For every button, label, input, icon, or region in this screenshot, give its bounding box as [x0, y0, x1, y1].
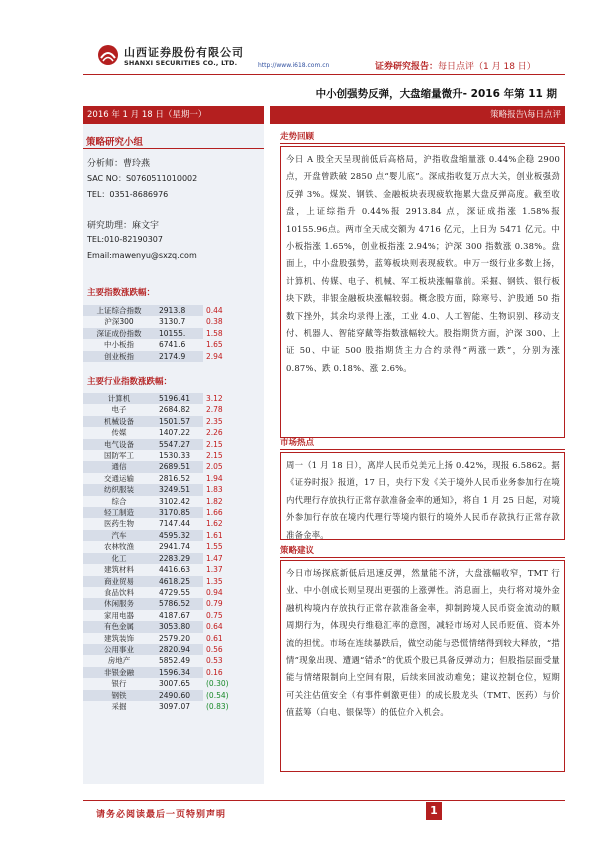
index-change-cell: 2.35 [206, 416, 223, 426]
index-change-cell: 1.62 [206, 519, 223, 529]
index-value-cell: 5196.41 [155, 393, 203, 404]
index-change-cell: 2.15 [206, 439, 223, 449]
table-row [83, 678, 242, 689]
table-row [83, 701, 242, 712]
index-name-cell: 通信 [83, 461, 155, 472]
table-row [83, 576, 242, 587]
index-table [83, 305, 242, 362]
index-name-cell: 汽车 [83, 530, 155, 541]
index-value-cell: 2684.82 [159, 405, 191, 415]
section-divider [280, 143, 565, 144]
index-value-cell: 2579.20 [159, 633, 191, 643]
index-value-cell: 3053.80 [155, 621, 203, 632]
index-change-cell: 2.26 [206, 428, 223, 438]
index-value-cell: 4618.25 [155, 576, 203, 587]
report-type-label [375, 59, 536, 72]
index-change-cell: 1.82 [206, 496, 223, 506]
index-change-cell: 3.12 [206, 394, 223, 403]
index-change-cell: 1.65 [206, 340, 223, 350]
index-change-cell: 0.75 [206, 610, 223, 620]
table-row [83, 439, 242, 450]
disclaimer-note: 请务必阅读最后一页特别声明 [96, 810, 227, 820]
index-value-cell: 3102.42 [159, 496, 191, 506]
index-value-cell: 5786.52 [155, 598, 203, 609]
index-name-cell: 交通运输 [104, 473, 134, 483]
index-change-cell: 1.35 [206, 576, 223, 586]
sidebar-divider [83, 148, 264, 149]
table-row [83, 553, 242, 564]
index-value-cell: 2689.51 [155, 461, 203, 472]
index-value-cell: 4187.67 [159, 610, 191, 620]
index-change-cell: 2.15 [206, 451, 223, 461]
index-change-cell: 1.58 [206, 328, 223, 338]
index-name-cell: 化工 [83, 553, 155, 564]
section-title: 走势回顾 [280, 132, 315, 142]
index-change-cell: 1.47 [206, 553, 223, 563]
table-row [83, 461, 242, 472]
index-name-cell: 沪深300 [104, 317, 134, 327]
index-name-cell: 机械设备 [83, 416, 155, 427]
index-change-cell: 0.38 [206, 317, 223, 327]
index-name-cell: 国防军工 [104, 451, 134, 461]
market-review-body: 今日 A 股全天呈现前低后高格局，沪指收盘缩量涨 0.44%企稳 2900 点，开盘曾跌破 2850 点“婴儿底”。深成指收复万点大关，创业板强劲反弹 3%。煤炭、钢铁、金融板块表现疲软拖累大盘反弹高度。截至收盘，上证综指升 0.44%报 2913.84 点，深证成指涨 1.58%报 10155.96点。两市全天成交额为 4716 亿元，上日为 5471 亿元。中小板指涨 1.65%，创业板指涨 2.94%；沪深 300 指数涨 0.38%。盘面上，中小盘股强势，蓝筹板块则表现疲软。申万一级行业多数上扬，计算机、传媒、电子、机械、军工板块涨幅靠前。采掘、钢铁、银行板块下跌，非银金融板块涨幅较弱。概念股方面，除寒号、沪股通 50 指数下挫外，其余均录得上涨，工业 4.0、人工智能、生物识别、移动支付、机器人、智能穿戴等指数涨幅较大。股指期货方面，沪深 300、上证 50、中证 500 股指期货主力合约录得“两涨一跌”，分别为涨 0.87%、跌 0.18%、涨 2.6%。 [280, 146, 565, 438]
index-value-cell: 2820.94 [155, 644, 203, 655]
analyst-sac: SAC NO：S0760511010002 [87, 174, 198, 183]
index-name-cell: 中小板指 [104, 340, 134, 350]
index-value-cell: 2913.8 [155, 305, 203, 316]
index-change-cell: (0.30) [206, 679, 229, 689]
table-row [83, 621, 242, 632]
assistant-name: 研究助理：麻文宇 [87, 221, 160, 231]
industry-table [83, 393, 242, 712]
table-row [83, 450, 242, 461]
index-name-cell: 钢铁 [83, 690, 155, 701]
table-row [83, 655, 242, 666]
research-group-title: 策略研究小组 [86, 137, 144, 148]
table-row [83, 416, 242, 427]
index-change-cell: 0.64 [206, 622, 223, 632]
report-date: 2016 年 1 月 18 日（星期一） [83, 106, 264, 124]
report-subtype: 每日点评（1 月 18 日） [438, 62, 536, 72]
index-value-cell: 2174.9 [155, 351, 203, 362]
table-row [83, 610, 242, 621]
header-divider [83, 74, 565, 75]
index-change-cell: 0.16 [206, 667, 223, 677]
index-name-cell: 商业贸易 [83, 576, 155, 587]
section-title: 策略建议 [280, 546, 315, 556]
index-name-cell: 非银金融 [83, 667, 155, 678]
assistant-email[interactable]: Email:mawenyu@sxzq.com [87, 251, 197, 260]
index-value-cell: 3249.51 [155, 484, 203, 495]
index-change-cell: 0.44 [206, 306, 223, 315]
page-number: 1 [426, 802, 442, 820]
report-tag: 策略报告\每日点评 [270, 106, 565, 124]
market-hotspot-body: 周一（1 月 18 日），离岸人民币兑美元上扬 0.42%，现报 6.5862。据《证券时报》报道，17 日，央行下发《关于境外人民币业务参加行在境内代理行存放执行正常存款准备金率的通知》，将自 1 月 25 日起，对境外参加行存放在境内代理行等境内银行的境外人民币存款执行正常存款准备金率。 [280, 452, 565, 540]
index-change-cell: 2.05 [206, 462, 223, 472]
analyst-name: 分析师：曹玲燕 [87, 159, 151, 169]
index-name-cell: 传媒 [111, 428, 127, 438]
company-name-en: SHANXI SECURITIES CO., LTD. [124, 59, 238, 67]
index-section-title: 主要指数涨跌幅： [87, 288, 156, 298]
index-name-cell: 建筑装饰 [104, 633, 134, 643]
index-value-cell: 6741.6 [159, 340, 186, 350]
table-row [83, 496, 242, 507]
index-change-cell: 0.79 [206, 599, 223, 609]
index-change-cell: 1.83 [206, 485, 223, 495]
table-row [83, 587, 242, 598]
index-value-cell: 4595.32 [155, 530, 203, 541]
index-value-cell: 2490.60 [155, 690, 203, 701]
table-row [83, 473, 242, 484]
index-change-cell: 2.78 [206, 405, 223, 415]
index-change-cell: 0.53 [206, 656, 223, 666]
table-row [83, 328, 242, 339]
shanxi-securities-logo-icon [97, 44, 119, 66]
table-row [83, 404, 242, 415]
table-row [83, 633, 242, 644]
index-value-cell: 3097.07 [159, 701, 191, 711]
table-row [83, 316, 242, 327]
industry-section-title: 主要行业指数涨跌幅： [87, 377, 173, 387]
index-name-cell: 银行 [111, 679, 127, 689]
table-row [83, 530, 242, 541]
index-value-cell: 2283.29 [155, 553, 203, 564]
index-value-cell: 3130.7 [159, 317, 186, 327]
index-change-cell: 1.94 [206, 473, 223, 483]
index-change-cell: 2.94 [206, 351, 223, 361]
index-name-cell: 食品饮料 [104, 587, 134, 597]
index-name-cell: 农林牧渔 [104, 542, 134, 552]
index-name-cell: 公用事业 [83, 644, 155, 655]
section-divider [280, 449, 565, 450]
index-name-cell: 电气设备 [83, 439, 155, 450]
index-name-cell: 电子 [111, 405, 127, 415]
analyst-tel: TEL：0351-8686976 [87, 190, 169, 199]
table-row [83, 518, 242, 529]
index-change-cell: 0.61 [206, 633, 223, 643]
report-title: 中小创强势反弹，大盘缩量微升- 2016 年第 11 期 [315, 88, 557, 100]
index-name-cell: 上证综合指数 [83, 305, 155, 316]
table-row [83, 598, 242, 609]
index-change-cell: 0.94 [206, 587, 223, 597]
index-value-cell: 5547.27 [155, 439, 203, 450]
table-row [83, 644, 242, 655]
index-value-cell: 1530.33 [159, 451, 191, 461]
section-divider [280, 557, 565, 558]
index-name-cell: 计算机 [83, 393, 155, 404]
index-name-cell: 家用电器 [104, 610, 134, 620]
table-row [83, 427, 242, 438]
index-value-cell: 1596.34 [155, 667, 203, 678]
assistant-tel: TEL:010-82190307 [87, 235, 163, 244]
table-row [83, 667, 242, 678]
index-change-cell: 0.56 [206, 644, 223, 654]
index-value-cell: 4729.55 [159, 587, 191, 597]
index-change-cell: 1.55 [206, 542, 223, 552]
index-value-cell: 4416.63 [159, 565, 191, 575]
index-name-cell: 创业板指 [83, 351, 155, 362]
index-value-cell: 2816.52 [159, 473, 191, 483]
index-change-cell: 1.37 [206, 565, 223, 575]
table-row [83, 507, 242, 518]
index-value-cell: 3007.65 [159, 679, 191, 689]
index-change-cell: 1.61 [206, 530, 223, 540]
website-link[interactable]: http://www.i618.com.cn [258, 62, 330, 69]
index-value-cell: 3170.85 [155, 507, 203, 518]
index-name-cell: 房地产 [107, 656, 131, 666]
section-title: 市场热点 [280, 438, 315, 448]
report-type: 证券研究报告： [375, 62, 439, 72]
index-name-cell: 采掘 [111, 701, 127, 711]
index-name-cell: 有色金属 [83, 621, 155, 632]
table-row [83, 564, 242, 575]
table-row [83, 339, 242, 350]
index-value-cell: 5852.49 [159, 656, 191, 666]
table-row [83, 541, 242, 552]
table-row [83, 690, 242, 701]
index-value-cell: 7147.44 [159, 519, 191, 529]
index-name-cell: 深证成份指数 [83, 328, 155, 339]
table-row [83, 484, 242, 495]
index-value-cell: 1407.22 [159, 428, 191, 438]
index-name-cell: 综合 [111, 496, 127, 506]
index-name-cell: 建筑材料 [104, 565, 134, 575]
index-name-cell: 休闲服务 [83, 598, 155, 609]
company-name-cn: 山西证券股份有限公司 [124, 46, 244, 59]
table-row [83, 393, 242, 404]
index-value-cell: 2941.74 [159, 542, 191, 552]
table-row [83, 351, 242, 362]
index-change-cell: (0.83) [206, 701, 229, 711]
strategy-advice-body: 今日市场探底新低后迅速反弹，然量能不济，大盘涨幅收窄，TMT 行业、中小创成长则呈现出更强的上涨弹性。消息面上，央行将对境外金融机构境内存放执行正常存款准备金率，抑制跨境人民币资金流动的顺周期行为，体现央行维稳汇率的意图，减轻市场对人民币贬值、资本外流的担忧。市场在连续暴跌后，做空动能与恐慌情绪得到较大释放，“措情”现象出现、遭遇“错杀”的优质个股已具备反弹动力；但股指层面受量能与情绪限制向上空间有限，后续来回波动难免；建议控制仓位，短期可关注估值安全（有事件刺激更佳）的成长股龙头（TMT、医药）与价值蓝筹（白电、银保等）的低位介入机会。 [280, 560, 565, 772]
index-name-cell: 轻工制造 [83, 507, 155, 518]
index-change-cell: 1.66 [206, 508, 223, 518]
index-name-cell: 纺织服装 [83, 484, 155, 495]
index-name-cell: 医药生物 [104, 519, 134, 529]
footer-divider [83, 800, 565, 801]
index-change-cell: (0.54) [206, 690, 229, 700]
index-value-cell: 1501.57 [155, 416, 203, 427]
index-value-cell: 10155. [155, 328, 203, 339]
table-row [83, 305, 242, 316]
